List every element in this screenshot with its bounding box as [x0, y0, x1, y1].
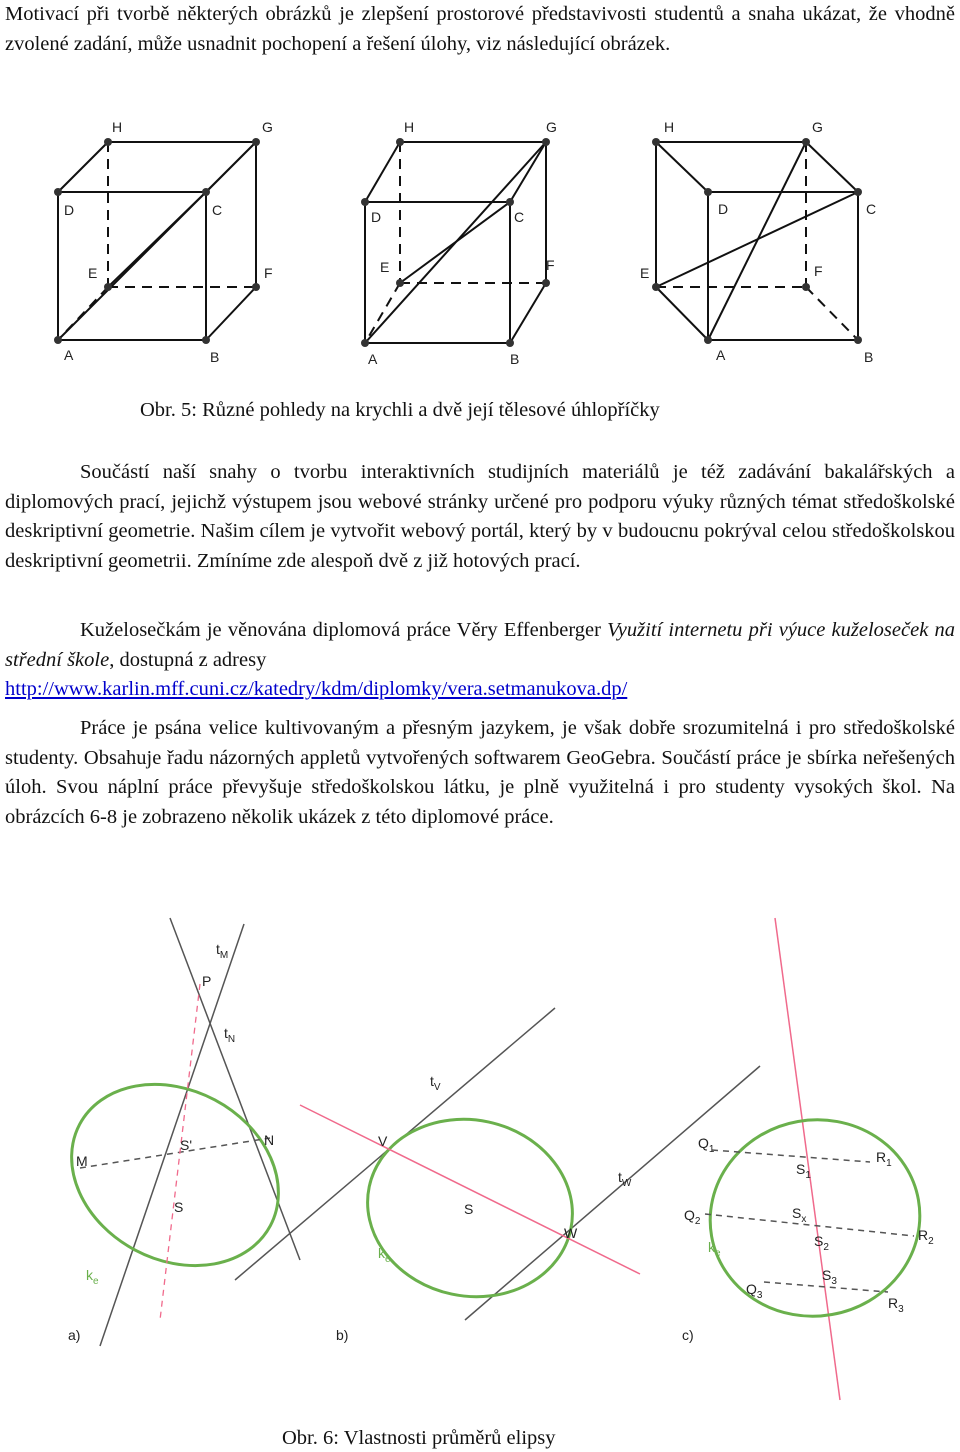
thesis-title: Využití internetu při výuce kuželoseček na střední škole [5, 619, 955, 671]
panel-a [40, 918, 311, 1346]
figure5-caption: Obr. 5: Různé pohledy na krychli a dvě její tělesové úhlopříčky [140, 399, 660, 421]
paragraph-thesis-description: Práce je psána velice kultivovaným a přesným jazykem, je však dobře srozumitelná i pro středoškolské studenty. Obsahuje řadu názorných appletů vytvořených softwarem GeoGebra. Součástí práce je sbírka neřešených úloh. Svou náplní práce převyšuje středoškolskou látku, je plně využitelná i pro studenty vysokých škol. Na obrázcích 6-8 je zobrazeno několik ukázek z této diplomové práce. [5, 717, 955, 828]
cube3-label-B: B [864, 349, 874, 365]
cube1-label-A: A [64, 347, 74, 363]
diameter-VW [300, 1105, 640, 1274]
cube3-label-C: C [866, 201, 877, 217]
cube2-label-G: G [546, 119, 557, 135]
cube1-label-C: C [212, 202, 223, 218]
paragraph-student-works: Součástí naší snahy o tvorbu interaktivních studijních materiálů je též zadávání bakalářských a diplomových prací, jejichž výstupem jsou webové stránky určené pro podporu výuky různých témat středoškolské deskriptivní geometrie. Našim cílem je vytvořit webový portál, který by v budoucnu pokrýval celou středoškolskou deskriptivní geometrii. Zmíníme zde alespoň dvě z již hotových prací. [5, 461, 955, 572]
label-N: N [264, 1132, 275, 1148]
edge-EA [365, 283, 400, 343]
cube2-label-B: B [510, 351, 520, 367]
diagonal-AG [708, 142, 806, 340]
intro-paragraph: Motivací při tvorbě některých obrázků je zlepšení prostorové představivosti studentů a snaha ukázat, že vhodně zvolené zadání, může usnadnit pochopení a řešení úlohy, viz následující obrázek. [5, 3, 955, 55]
chord-MN [80, 1138, 270, 1168]
cube-1 [58, 142, 256, 340]
cube1-label-H: H [112, 119, 123, 135]
panel-b [235, 1008, 760, 1343]
diameter-line-c [775, 918, 840, 1400]
label-ke-a: $k_e$ [86, 1267, 99, 1287]
cube3-label-F: F [814, 263, 823, 279]
edge-BF [206, 287, 256, 340]
panel-c-tag: c) [682, 1327, 694, 1343]
label-Q2: $Q_2$ [684, 1207, 701, 1227]
cube2-label-A: A [368, 351, 378, 367]
label-Q3: $Q_3$ [746, 1281, 763, 1301]
label-R3: $R_3$ [888, 1295, 904, 1315]
ellipse-ke-a [40, 1049, 311, 1301]
label-tV: $t_V$ [430, 1073, 441, 1093]
diagonal-AG [58, 142, 256, 340]
edge-HD [656, 142, 708, 192]
label-W: W [564, 1225, 578, 1241]
label-tN: $t_N$ [224, 1025, 236, 1045]
tangent-tN [100, 924, 244, 1346]
thesis-url-link[interactable]: http://www.karlin.mff.cuni.cz/katedry/kdm/diplomky/vera.setmanukova.dp/ [5, 678, 628, 700]
cube3-label-H: H [664, 119, 675, 135]
label-S-prime: S' [180, 1137, 193, 1153]
cube-2 [365, 142, 546, 343]
paragraph-conics-thesis: Kuželosečkám je věnována diplomová práce Věry Effenberger Využití internetu při výuce kuželoseček na střední škole, dostupná z adresy http://www.karlin.mff.cuni.cz/katedry/kdm/diplomky/vera.setmanukova.dp/ [5, 619, 955, 700]
label-S-a: S [174, 1199, 184, 1215]
chord-Q2R2 [705, 1214, 914, 1236]
label-S1: $S_1$ [796, 1161, 811, 1181]
cube1-label-F: F [264, 265, 273, 281]
cube1-label-B: B [210, 349, 220, 365]
panel-b-tag: b) [336, 1327, 349, 1343]
label-S2: $S_2$ [814, 1233, 829, 1253]
label-S-b: S [464, 1201, 474, 1217]
figure5-cubes [0, 0, 960, 380]
label-ke-b: $k_e$ [378, 1245, 391, 1265]
edge-FB [806, 287, 858, 340]
label-M: M [76, 1153, 88, 1169]
label-tM: $t_M$ [216, 941, 229, 961]
edge-DH [58, 142, 108, 192]
edge-CG [510, 142, 546, 202]
diagonal-EC [108, 192, 206, 287]
cube3-label-E: E [640, 265, 650, 281]
diagonal-EC [656, 192, 858, 287]
panel-a-tag: a) [68, 1327, 81, 1343]
cube1-label-D: D [64, 202, 75, 218]
edge-EA [656, 287, 708, 340]
label-Sx: $S_x$ [792, 1205, 807, 1225]
cube3-label-G: G [812, 119, 823, 135]
label-S3: $S_3$ [822, 1267, 837, 1287]
label-R1: $R_1$ [876, 1149, 892, 1169]
label-Q1: $Q_1$ [698, 1135, 715, 1155]
label-P: P [202, 973, 212, 989]
label-ke-c: $k_e$ [708, 1239, 721, 1259]
edge-GC [806, 142, 858, 192]
cube-3 [656, 142, 858, 340]
cube2-label-F: F [546, 257, 555, 273]
label-R2: $R_2$ [918, 1227, 934, 1247]
cube2-label-H: H [404, 119, 415, 135]
cube2-label-D: D [371, 209, 382, 225]
label-V: V [378, 1133, 388, 1149]
edge-DH [365, 142, 400, 202]
figure6-ellipses [0, 900, 960, 1420]
cube1-label-G: G [262, 119, 273, 135]
diagonal-EC [400, 202, 510, 283]
figure6-caption: Obr. 6: Vlastnosti průměrů elipsy [282, 1427, 556, 1449]
cube3-label-D: D [718, 201, 729, 217]
edge-BF [510, 283, 546, 343]
chord-Q3R3 [764, 1282, 888, 1292]
panel-c [682, 918, 935, 1400]
label-tW: $t_W$ [618, 1169, 632, 1189]
cube3-label-A: A [716, 347, 726, 363]
cube2-label-E: E [380, 259, 390, 275]
cube2-label-C: C [514, 209, 525, 225]
cube1-label-E: E [88, 265, 98, 281]
